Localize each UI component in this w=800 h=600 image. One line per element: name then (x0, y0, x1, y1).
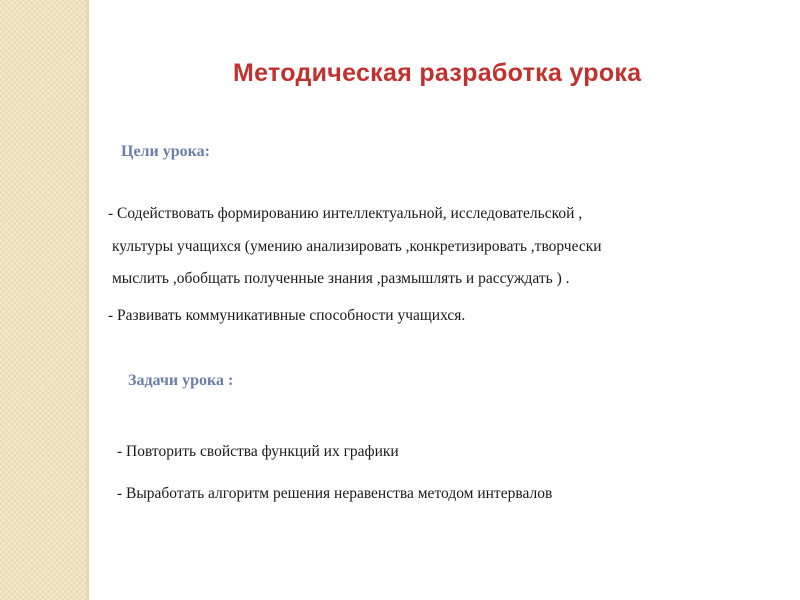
goals-heading: Цели урока: (121, 143, 210, 160)
goal-item-1-line-1: - Содействовать формированию интеллектуальной, исследовательской , (108, 205, 583, 222)
tasks-heading: Задачи урока : (128, 372, 234, 389)
decorative-side-strip (0, 0, 86, 600)
goal-item-1-line-2: культуры учащихся (умению анализировать ,конкретизировать ,творчески (112, 238, 602, 255)
goal-item-1-line-3: мыслить ,обобщать полученные знания ,размышлять и рассуждать ) . (112, 270, 570, 287)
task-item-1: - Повторить свойства функций их графики (117, 443, 399, 460)
slide-title: Методическая разработка урока (233, 59, 642, 87)
decorative-side-line (86, 0, 89, 600)
task-item-2: - Выработать алгоритм решения неравенства методом интервалов (117, 485, 553, 502)
goal-item-2: - Развивать коммуникативные способности учащихся. (108, 307, 466, 324)
